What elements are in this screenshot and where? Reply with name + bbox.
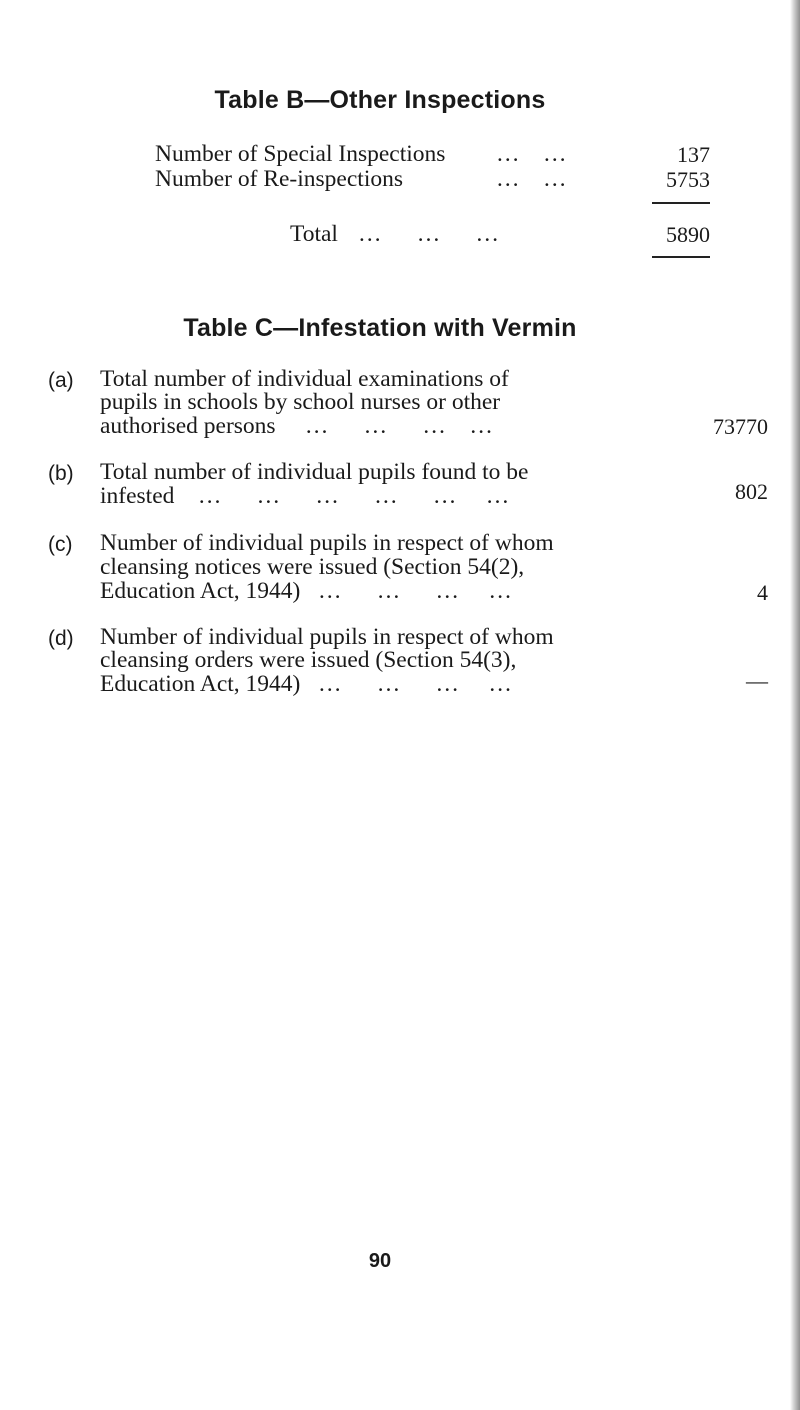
subtotal-rule bbox=[652, 202, 710, 204]
item-marker: (c) bbox=[48, 533, 73, 556]
table-b-row-label: Number of Re-inspections bbox=[155, 166, 404, 192]
item-line: Total number of individual pupils found to be bbox=[100, 459, 529, 485]
item-line: authorised persons … … … … bbox=[100, 413, 493, 439]
table-b-row-dots: … … bbox=[496, 166, 567, 192]
table-b-total-dots: … … … bbox=[358, 221, 499, 247]
table-b-row-value: 5753 bbox=[666, 167, 710, 192]
table-b-title: Table B—Other Inspections bbox=[214, 86, 546, 114]
item-value: 73770 bbox=[713, 414, 768, 439]
item-line: Number of individual pupils in respect of whom bbox=[100, 530, 554, 556]
table-b-row-value: 137 bbox=[677, 142, 710, 167]
table-b-total-label: Total bbox=[290, 221, 338, 247]
item-line: cleansing orders were issued (Section 54(3), bbox=[100, 647, 517, 673]
table-b-total-value: 5890 bbox=[666, 222, 710, 247]
item-line: Education Act, 1944) … … … … bbox=[100, 578, 512, 604]
table-c-title: Table C—Infestation with Vermin bbox=[183, 314, 577, 342]
item-value: 802 bbox=[735, 479, 768, 504]
page-number: 90 bbox=[368, 1250, 392, 1272]
page-edge-shadow bbox=[790, 0, 800, 1410]
table-b-row-dots: … … bbox=[496, 141, 567, 167]
item-line: infested … … … … … … bbox=[100, 483, 510, 509]
item-line: cleansing notices were issued (Section 54(2), bbox=[100, 554, 525, 580]
item-line: Number of individual pupils in respect of whom bbox=[100, 624, 554, 650]
item-line: Education Act, 1944) … … … … bbox=[100, 671, 512, 697]
table-b-row-label: Number of Special Inspections bbox=[155, 141, 446, 167]
item-marker: (a) bbox=[48, 369, 74, 392]
item-marker: (b) bbox=[48, 462, 74, 485]
item-marker: (d) bbox=[48, 627, 74, 650]
total-rule bbox=[652, 256, 710, 258]
item-value: — bbox=[746, 668, 768, 693]
item-line: pupils in schools by school nurses or other bbox=[100, 389, 501, 415]
item-value: 4 bbox=[757, 580, 768, 605]
item-line: Total number of individual examinations of bbox=[100, 366, 509, 392]
